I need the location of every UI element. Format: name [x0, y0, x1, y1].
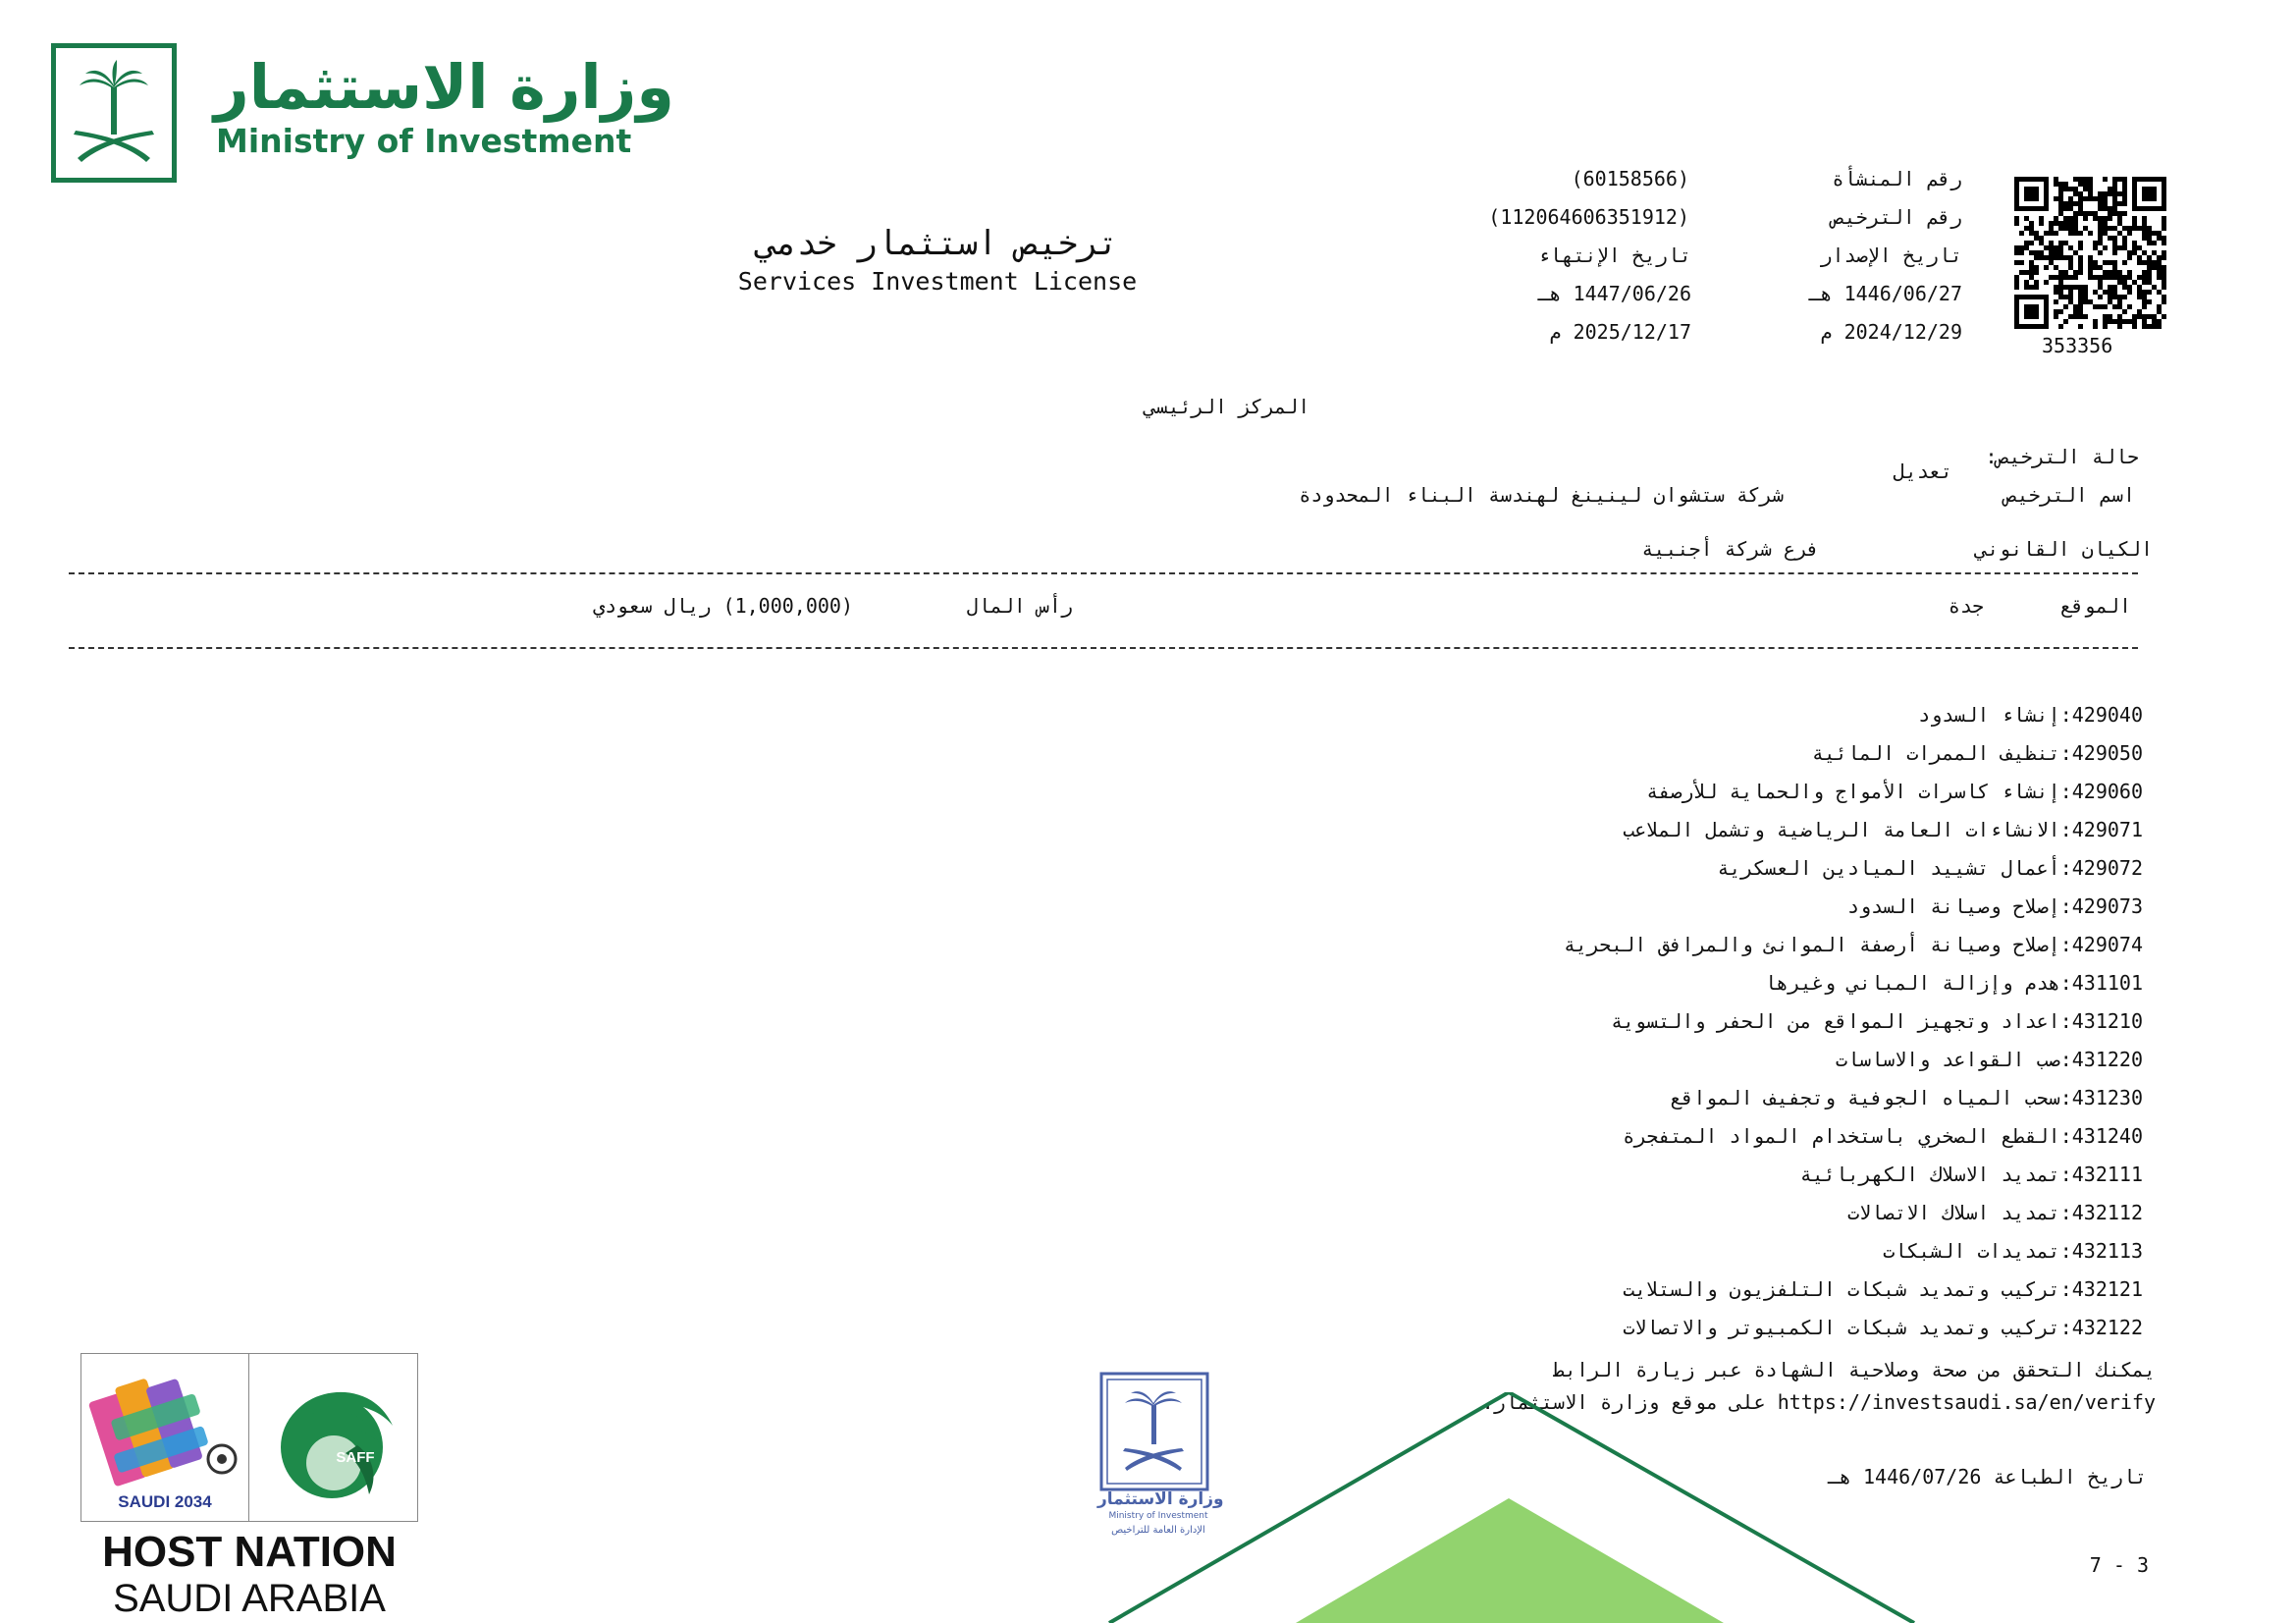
- activity-item: 429072:أعمال تشييد الميادين العسكرية: [1717, 856, 2143, 880]
- issue-date-label: تاريخ الإصدار: [1820, 243, 1962, 267]
- divider-bottom: [69, 647, 2138, 649]
- activity-item: 429074:إصلاح وصيانة أرصفة الموانئ والمرافق البحرية: [1563, 933, 2143, 956]
- logo-arabic: وزارة الاستثمار: [214, 51, 674, 123]
- divider-top: [69, 572, 2138, 574]
- stamp-arabic: وزارة الاستثمار: [1097, 1489, 1224, 1509]
- palm-swords-icon: [56, 48, 172, 178]
- license-status-value: تعديل: [1893, 460, 1952, 483]
- ministry-stamp: [1097, 1370, 1224, 1546]
- saff-logo-icon: [263, 1367, 410, 1514]
- license-title-arabic: ترخيص استثمار خدمي: [756, 224, 1119, 263]
- expiry-date-hijri: 1447/06/26 هـ: [1537, 282, 1691, 305]
- capital-value: (1,000,000) ريال سعودي: [593, 594, 853, 618]
- legal-entity-value: فرع شركة أجنبية: [1641, 537, 1819, 561]
- capital-label: رأس المال: [966, 594, 1073, 618]
- saudi-2034-logo-icon: [86, 1361, 243, 1508]
- qr-code[interactable]: [2014, 177, 2166, 329]
- activity-item: 431240:القطع الصخري باستخدام المواد المتفجرة: [1623, 1124, 2143, 1148]
- host-nation-text: HOST NATION: [102, 1528, 397, 1576]
- stamp-english: Ministry of Investment: [1108, 1511, 1208, 1521]
- activity-item: 432112:تمديد اسلاك الاتصالات: [1846, 1201, 2143, 1224]
- activity-item: 429050:تنظيف الممرات المائية: [1811, 741, 2143, 765]
- saudi-2034-text: SAUDI 2034: [118, 1492, 212, 1511]
- license-number-value: (112064606351912): [1488, 205, 1689, 229]
- issue-date-hijri: 1446/06/27 هـ: [1808, 282, 1962, 305]
- qr-code-icon: [2014, 177, 2166, 329]
- stamp-dept: الإدارة العامة للتراخيص: [1111, 1525, 1205, 1536]
- location-label: الموقع: [2059, 594, 2131, 618]
- activity-item: 429040:إنشاء السدود: [1918, 703, 2143, 727]
- bid-logo-divider: [248, 1353, 249, 1522]
- activity-item: 431220:صب القواعد والاساسات: [1835, 1048, 2143, 1071]
- expiry-date-label: تاريخ الإنتهاء: [1537, 243, 1691, 267]
- print-date: تاريخ الطباعة 1446/07/26 هـ: [1827, 1465, 2147, 1488]
- verify-text-line1: يمكنك التحقق من صحة وصلاحية الشهادة عبر زيارة الرابط: [1552, 1358, 2156, 1381]
- license-name-value: شركة ستشوان لينينغ لهندسة البناء المحدودة: [1299, 483, 1784, 507]
- activity-item: 431101:هدم وإزالة المباني وغيرها: [1764, 971, 2143, 995]
- activity-item: 429060:إنشاء كاسرات الأمواج والحماية للأرصفة: [1646, 780, 2143, 803]
- saff-text: SAFF: [336, 1449, 375, 1466]
- facility-number-label: رقم المنشأة: [1832, 167, 1962, 190]
- qr-number: 353356: [2042, 334, 2113, 357]
- page-number: 7 - 3: [2089, 1553, 2149, 1577]
- decorative-triangles: [1099, 1392, 1944, 1623]
- activity-item: 432121:تركيب وتمديد شبكات التلفزيون والستلايت: [1623, 1277, 2143, 1301]
- verify-text-line2[interactable]: https://investsaudi.sa/en/verify على موقع وزارة الاستثمار.: [1481, 1390, 2156, 1414]
- facility-number-value: (60158566): [1571, 167, 1689, 190]
- activity-item: 429073:إصلاح وصيانة السدود: [1846, 894, 2143, 918]
- license-title-english: Services Investment License: [737, 267, 1138, 296]
- license-name-label: اسم الترخيص: [2004, 483, 2135, 507]
- ministry-emblem: [51, 43, 177, 183]
- activity-item: 432113:تمديدات الشبكات: [1883, 1239, 2143, 1263]
- activity-item: 432111:تمديد الاسلاك الكهربائية: [1799, 1163, 2143, 1186]
- logo-english: Ministry of Investment: [216, 122, 632, 160]
- location-value: جدة: [1948, 594, 1984, 618]
- legal-entity-label: الكيان القانوني: [1975, 537, 2153, 561]
- main-center-label: المركز الرئيسي: [1144, 395, 1310, 418]
- license-status-label: حالة الترخيص:: [1985, 445, 2139, 468]
- license-number-label: رقم الترخيص: [1832, 205, 1962, 229]
- issue-date-gregorian: 2024/12/29 م: [1820, 320, 1962, 344]
- activity-item: 431230:سحب المياه الجوفية وتجفيف المواقع: [1670, 1086, 2143, 1109]
- activity-item: 432122:تركيب وتمديد شبكات الكمبيوتر والاتصالات: [1623, 1316, 2143, 1339]
- activity-item: 429071:الانشاءات العامة الرياضية وتشمل الملاعب: [1623, 818, 2143, 841]
- saudi-arabia-text: SAUDI ARABIA: [113, 1577, 386, 1620]
- expiry-date-gregorian: 2025/12/17 م: [1549, 320, 1691, 344]
- activity-item: 431210:اعداد وتجهيز المواقع من الحفر والتسوية: [1611, 1009, 2143, 1033]
